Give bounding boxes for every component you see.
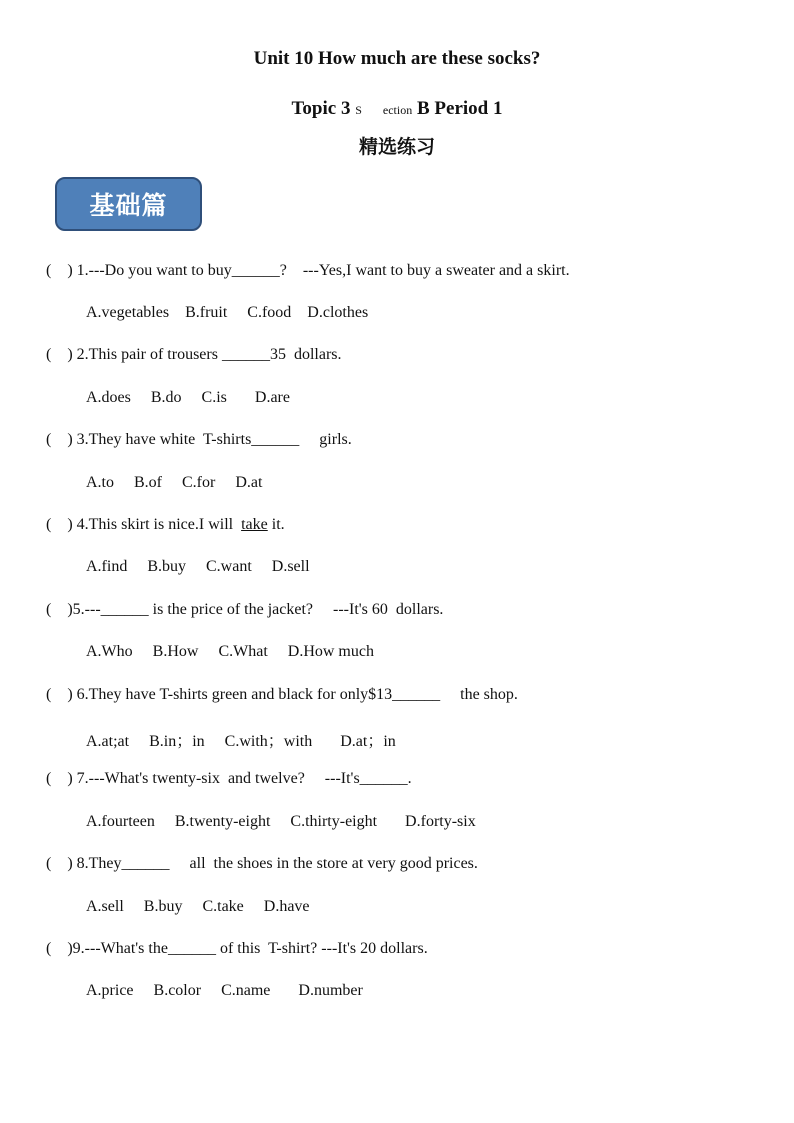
question-4-underlined: take (241, 516, 268, 533)
question-1: ( ) 1.---Do you want to buy______? ---Yes,I want to buy a sweater and a skirt. (46, 262, 570, 279)
question-7: ( ) 7.---What's twenty-six and twelve? ---It's______. (46, 770, 412, 787)
topic-s: S (355, 103, 362, 117)
question-4-post: it. (267, 516, 285, 533)
topic-main: Topic 3 (291, 98, 356, 119)
subtitle: 精选练习 (358, 136, 435, 158)
topic-ection: ection (382, 103, 413, 117)
question-4-pre: ( ) 4.This skirt is nice.I will (46, 516, 242, 533)
question-2: ( ) 2.This pair of trousers ______35 dollars. (46, 346, 342, 363)
options-5: A.Who B.How C.What D.How much (86, 643, 374, 660)
question-4 (46, 516, 285, 534)
question-9: ( )9.---What's the______ of this T-shirt? ---It's 20 dollars. (46, 940, 428, 957)
options-9: A.price B.color C.name D.number (86, 982, 363, 999)
options-6: A.at;at B.in；in C.with；with D.at；in (86, 733, 396, 750)
question-5: ( )5.---______ is the price of the jacket? ---It's 60 dollars. (46, 601, 444, 618)
options-7: A.fourteen B.twenty-eight C.thirty-eight D.forty-six (86, 813, 476, 830)
question-3: ( ) 3.They have white T-shirts______ girls. (46, 431, 352, 448)
options-2: A.does B.do C.is D.are (86, 389, 290, 406)
question-8: ( ) 8.They______ all the shoes in the store at very good prices. (46, 855, 478, 872)
options-8: A.sell B.buy C.take D.have (86, 898, 310, 915)
topic-b: B Period 1 (412, 98, 503, 119)
section-badge: 基础篇 (55, 177, 202, 231)
options-4: A.find B.buy C.want D.sell (86, 558, 310, 575)
question-6: ( ) 6.They have T-shirts green and black for only$13______ the shop. (46, 686, 518, 703)
options-1: A.vegetables B.fruit C.food D.clothes (86, 304, 369, 321)
options-3: A.to B.of C.for D.at (86, 474, 263, 491)
page-title: Unit 10 How much are these socks? (253, 48, 541, 69)
topic-line (0, 98, 794, 120)
